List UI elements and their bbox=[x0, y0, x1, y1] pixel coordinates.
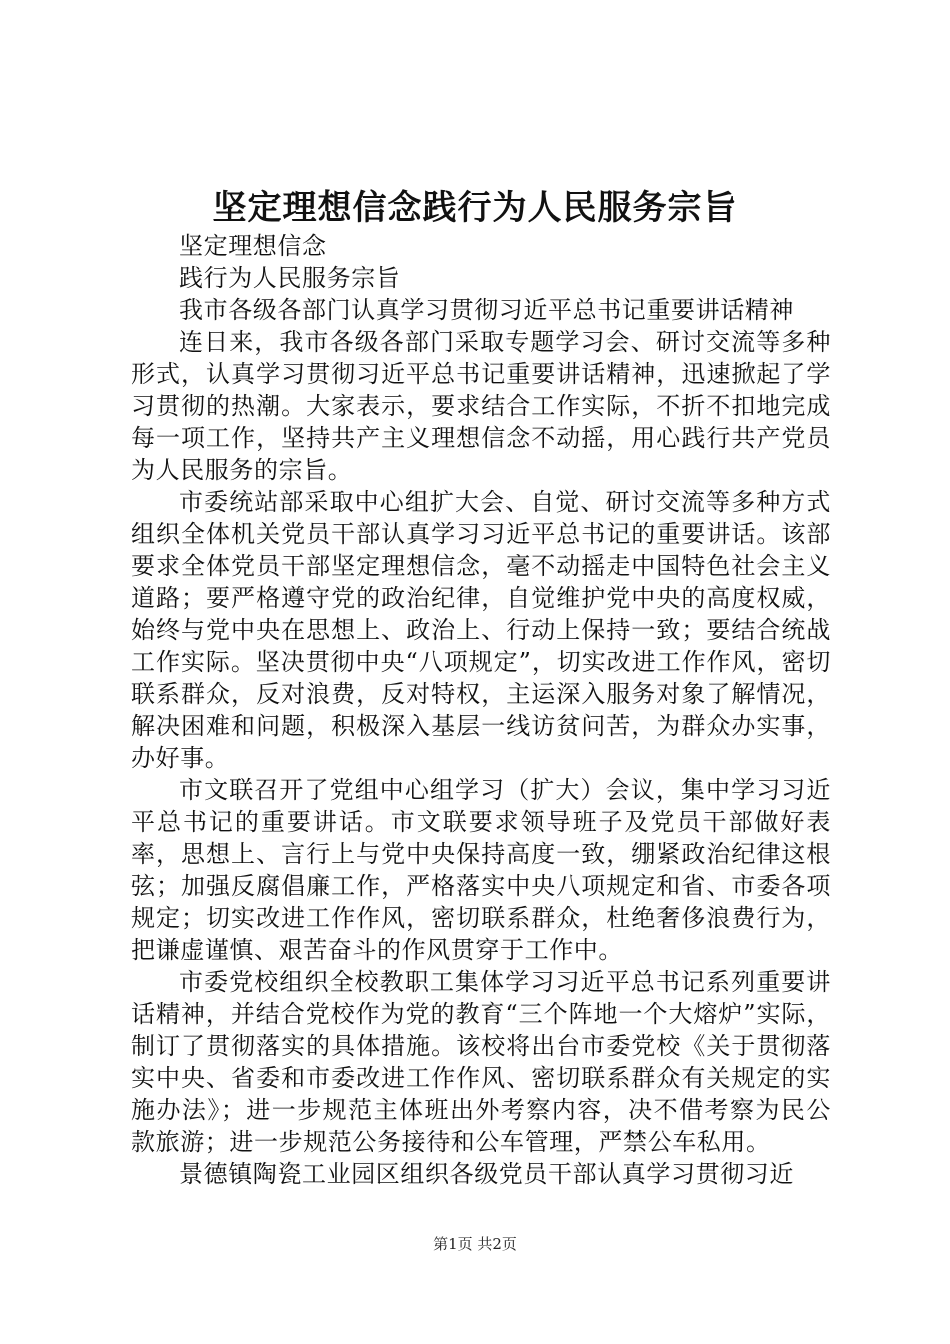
headline-paragraph: 我市各级各部门认真学习贯彻习近平总书记重要讲话精神 bbox=[179, 296, 794, 324]
body-paragraph: 连日来，我市各级各部门采取专题学习会、研讨交流等多种形式，认真学习贯彻习近平总书记重要讲话精神，迅速掀起了学习贯彻的热潮。大家表示，要求结合工作实际，不折不扣地完成每一项工作，坚持共产主义理想信念不动摇，用心践行共产党员为人民服务的宗旨。 bbox=[131, 328, 831, 484]
subtitle-line-1: 坚定理想信念 bbox=[179, 232, 327, 260]
document-body bbox=[131, 230, 831, 1190]
subtitle-line-2: 践行为人民服务宗旨 bbox=[179, 264, 401, 292]
document-title: 坚定理想信念践行为人民服务宗旨 bbox=[212, 188, 738, 228]
body-paragraph: 景德镇陶瓷工业园区组织各级党员干部认真学习贯彻习近 bbox=[179, 1160, 794, 1188]
body-paragraph: 市委党校组织全校教职工集体学习习近平总书记系列重要讲话精神，并结合党校作为党的教育“三个阵地一个大熔炉”实际，制订了贯彻落实的具体措施。该校将出台市委党校《关于贯彻落实中央、省委和市委改进工作作风、密切联系群众有关规定的实施办法》；进一步规范主体班出外考察内容，决不借考察为民公款旅游；进一步规范公务接待和公车管理，严禁公车私用。 bbox=[131, 968, 831, 1156]
body-paragraph: 市文联召开了党组中心组学习（扩大）会议，集中学习习近平总书记的重要讲话。市文联要求领导班子及党员干部做好表率，思想上、言行上与党中央保持高度一致，绷紧政治纪律这根弦；加强反腐倡廉工作，严格落实中央八项规定和省、市委各项规定；切实改进工作作风，密切联系群众，杜绝奢侈浪费行为，把谦虚谨慎、艰苦奋斗的作风贯穿于工作中。 bbox=[131, 776, 831, 964]
page-number-footer: 第1页 共2页 bbox=[433, 1235, 517, 1253]
body-paragraph: 市委统站部采取中心组扩大会、自觉、研讨交流等多种方式组织全体机关党员干部认真学习习近平总书记的重要讲话。该部要求全体党员干部坚定理想信念，毫不动摇走中国特色社会主义道路；要严格遵守党的政治纪律，自觉维护党中央的高度权威，始终与党中央在思想上、政治上、行动上保持一致；要结合统战工作实际。坚决贯彻中央“八项规定”，切实改进工作作风，密切联系群众，反对浪费，反对特权，主运深入服务对象了解情况，解决困难和问题，积极深入基层一线访贫问苦，为群众办实事，办好事。 bbox=[131, 488, 831, 772]
